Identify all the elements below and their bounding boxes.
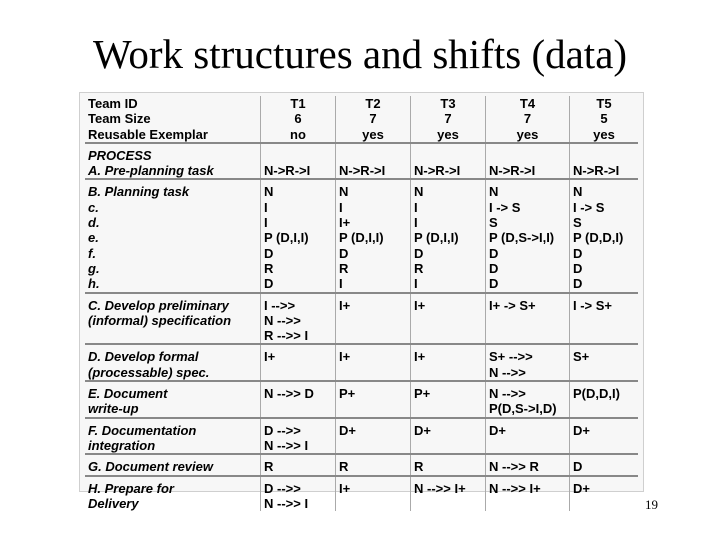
- table-cell: T1: [261, 96, 336, 111]
- table-cell: [570, 496, 639, 511]
- table-cell: N -->>: [486, 365, 570, 381]
- table-row: [85, 163, 638, 179]
- row-label: Reusable Exemplar: [88, 126, 208, 142]
- row-label: (informal) specification: [88, 312, 232, 328]
- table-row: [85, 215, 638, 230]
- table-cell: [336, 438, 411, 454]
- table-cell: N->R->I: [411, 163, 486, 179]
- row-label: E. Document: [88, 386, 168, 402]
- table-cell: P(D,S->I,D): [486, 401, 570, 417]
- table-cell: P (D,I,I): [336, 230, 411, 245]
- table-cell: T3: [411, 96, 486, 111]
- table-cell: [570, 401, 639, 417]
- table-cell: [486, 438, 570, 454]
- row-label: h.: [88, 276, 100, 292]
- table-cell: [336, 496, 411, 511]
- table-row: [85, 127, 638, 143]
- slide-title: Work structures and shifts (data): [92, 31, 628, 77]
- table-cell: [486, 313, 570, 328]
- table-cell: P (D,D,I): [570, 230, 639, 245]
- table-cell: D: [486, 261, 570, 276]
- table-cell: I: [336, 276, 411, 292]
- table-cell: D: [486, 276, 570, 292]
- row-label: Delivery: [88, 495, 139, 511]
- table-cell: N->R->I: [486, 163, 570, 179]
- table-cell: I+: [336, 298, 411, 313]
- table-row: [85, 96, 638, 111]
- table-cell: N -->> D: [261, 386, 336, 401]
- table-cell: [336, 328, 411, 344]
- table-row: [85, 401, 638, 417]
- table-row: [85, 276, 638, 292]
- table-cell: D: [261, 246, 336, 261]
- table-cell: I+: [261, 349, 336, 364]
- row-label: F. Documentation: [88, 422, 197, 438]
- row-label: PROCESS: [88, 147, 152, 163]
- table-cell: S+: [570, 349, 639, 364]
- table-cell: 5: [570, 111, 639, 126]
- table-cell: [411, 148, 486, 163]
- table-cell: [411, 438, 486, 454]
- table-cell: D+: [411, 423, 486, 438]
- table-cell: R: [336, 459, 411, 475]
- table-cell: N -->> I+: [411, 481, 486, 496]
- table-row: [85, 246, 638, 261]
- table-row: [85, 148, 638, 163]
- table-cell: [411, 365, 486, 381]
- table-row: [85, 386, 638, 401]
- table-row: [85, 349, 638, 364]
- table-cell: D: [570, 246, 639, 261]
- table-cell: S: [486, 215, 570, 230]
- table-cell: P (D,I,I): [411, 230, 486, 245]
- table-cell: D -->>: [261, 423, 336, 438]
- table-row: [85, 261, 638, 276]
- table-cell: N: [570, 184, 639, 199]
- table-cell: [570, 148, 639, 163]
- data-table-image: [79, 92, 644, 511]
- table-cell: D: [570, 459, 639, 475]
- row-label: C. Develop preliminary: [88, 297, 229, 313]
- table-cell: N -->>: [261, 313, 336, 328]
- row-label: d.: [88, 215, 100, 231]
- table-cell: D: [570, 261, 639, 276]
- table-cell: D+: [486, 423, 570, 438]
- table-cell: I+: [336, 481, 411, 496]
- row-label: [85, 328, 261, 344]
- table-cell: D: [336, 246, 411, 261]
- work-structure-table: [85, 96, 638, 511]
- table-cell: N: [261, 184, 336, 199]
- table-cell: N -->> I: [261, 496, 336, 511]
- table-cell: I: [261, 200, 336, 215]
- table-cell: no: [261, 127, 336, 143]
- table-cell: T4: [486, 96, 570, 111]
- table-cell: [336, 313, 411, 328]
- table-row: [85, 184, 638, 199]
- table-cell: P+: [336, 386, 411, 401]
- table-cell: D: [411, 246, 486, 261]
- table-cell: D+: [570, 481, 639, 496]
- table-cell: 6: [261, 111, 336, 126]
- table-cell: D: [261, 276, 336, 292]
- table-cell: R: [261, 261, 336, 276]
- table-cell: [570, 313, 639, 328]
- table-cell: I: [411, 276, 486, 292]
- table-cell: [570, 365, 639, 381]
- table-cell: I: [261, 215, 336, 230]
- table-row: [85, 200, 638, 215]
- table-cell: yes: [336, 127, 411, 143]
- table-row: [85, 230, 638, 245]
- table-row: [85, 328, 638, 344]
- table-cell: I+: [411, 349, 486, 364]
- table-cell: yes: [411, 127, 486, 143]
- table-cell: [261, 148, 336, 163]
- row-label: G. Document review: [88, 459, 213, 475]
- table-cell: D -->>: [261, 481, 336, 496]
- row-label: integration: [88, 437, 156, 453]
- table-cell: [570, 438, 639, 454]
- table-cell: [261, 365, 336, 381]
- row-label: A. Pre-planning task: [88, 163, 214, 179]
- table-row: [85, 438, 638, 454]
- table-cell: N->R->I: [261, 163, 336, 179]
- row-label: e.: [88, 230, 99, 246]
- table-cell: D+: [570, 423, 639, 438]
- table-row: [85, 423, 638, 438]
- row-label: Team ID: [88, 96, 138, 111]
- row-label: B. Planning task: [88, 184, 190, 200]
- table-cell: P (D,S->I,I): [486, 230, 570, 245]
- row-label: D. Develop formal: [88, 349, 199, 365]
- table-row: [85, 313, 638, 328]
- table-cell: yes: [570, 127, 639, 143]
- table-cell: I -> S: [486, 200, 570, 215]
- table-row: [85, 365, 638, 381]
- table-cell: S+ -->>: [486, 349, 570, 364]
- row-label: H. Prepare for: [88, 480, 174, 496]
- page-number: 19: [645, 497, 658, 512]
- table-cell: P(D,D,I): [570, 386, 639, 401]
- table-cell: D: [570, 276, 639, 292]
- table-cell: I: [336, 200, 411, 215]
- table-cell: R: [411, 459, 486, 475]
- table-cell: R: [336, 261, 411, 276]
- row-label: Team Size: [88, 111, 151, 127]
- table-cell: R: [411, 261, 486, 276]
- table-cell: [486, 496, 570, 511]
- table-cell: I -> S: [570, 200, 639, 215]
- table-cell: 7: [486, 111, 570, 126]
- table-cell: R -->> I: [261, 328, 336, 344]
- table-cell: I+ -> S+: [486, 298, 570, 313]
- table-cell: N -->>: [486, 386, 570, 401]
- table-cell: N->R->I: [570, 163, 639, 179]
- row-label: f.: [88, 245, 96, 261]
- table-cell: 7: [336, 111, 411, 126]
- table-row: [85, 298, 638, 313]
- table-cell: I -->>: [261, 298, 336, 313]
- table-row: [85, 459, 638, 475]
- table-row: [85, 481, 638, 496]
- table-cell: D+: [336, 423, 411, 438]
- table-cell: [336, 401, 411, 417]
- table-cell: yes: [486, 127, 570, 143]
- table-cell: N: [486, 184, 570, 199]
- row-label: (processable) spec.: [88, 364, 210, 380]
- table-cell: T2: [336, 96, 411, 111]
- table-cell: N -->> I: [261, 438, 336, 454]
- table-cell: I+: [411, 298, 486, 313]
- row-label: c.: [88, 199, 99, 215]
- table-cell: I+: [336, 349, 411, 364]
- table-cell: P (D,I,I): [261, 230, 336, 245]
- table-cell: I: [411, 200, 486, 215]
- table-cell: N: [411, 184, 486, 199]
- table-cell: I -> S+: [570, 298, 639, 313]
- table-cell: [336, 365, 411, 381]
- table-cell: I+: [336, 215, 411, 230]
- row-label: g.: [88, 260, 100, 276]
- table-cell: D: [486, 246, 570, 261]
- table-cell: [411, 328, 486, 344]
- table-cell: [570, 328, 639, 344]
- table-cell: [486, 148, 570, 163]
- table-row: [85, 111, 638, 126]
- table-row: [85, 496, 638, 511]
- table-cell: I: [411, 215, 486, 230]
- table-cell: 7: [411, 111, 486, 126]
- table-cell: [336, 148, 411, 163]
- table-cell: [411, 496, 486, 511]
- table-cell: N: [336, 184, 411, 199]
- row-label: write-up: [88, 401, 139, 417]
- table-cell: T5: [570, 96, 639, 111]
- table-cell: [411, 313, 486, 328]
- table-cell: N -->> R: [486, 459, 570, 475]
- table-cell: P+: [411, 386, 486, 401]
- table-cell: R: [261, 459, 336, 475]
- table-cell: S: [570, 215, 639, 230]
- table-cell: [261, 401, 336, 417]
- table-cell: [486, 328, 570, 344]
- table-cell: N->R->I: [336, 163, 411, 179]
- table-cell: [411, 401, 486, 417]
- table-cell: N -->> I+: [486, 481, 570, 496]
